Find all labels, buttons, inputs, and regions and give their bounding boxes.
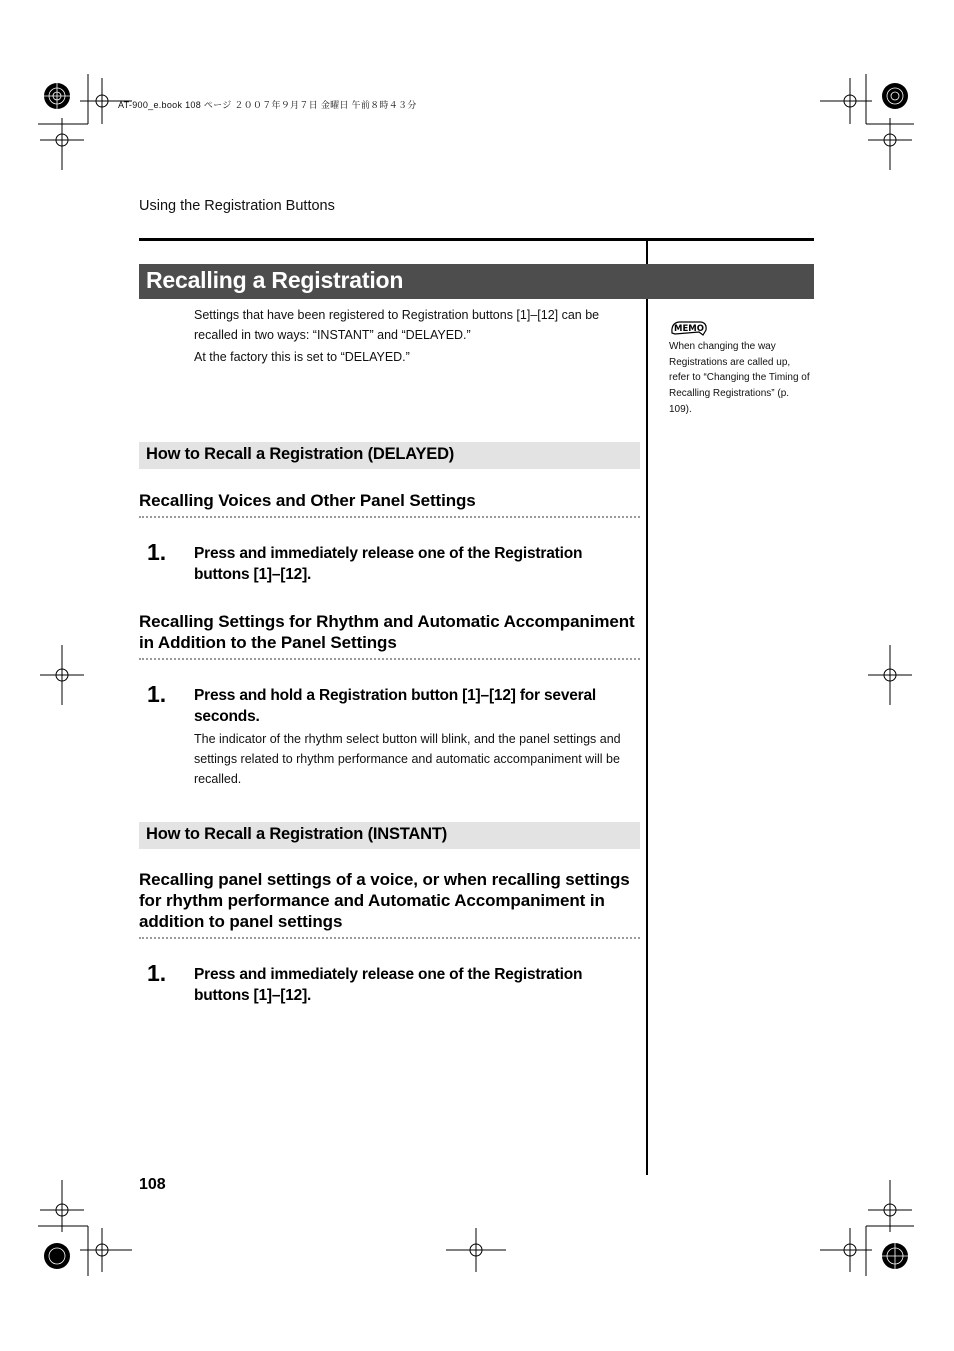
intro-paragraph-1: Settings that have been registered to Registration buttons [1]–[12] can be recalled in two ways: “INSTANT” and “DELAYED.”	[194, 308, 600, 342]
print-header: AT-900_e.book 108 ページ ２００７年９月７日 金曜日 午前８時４３分	[118, 100, 417, 110]
column-rule	[646, 238, 648, 1175]
memo-text: When changing the way Registrations are called up, refer to “Changing the Timing of Recalling Registrations” (p. 109).	[669, 341, 810, 415]
top-rule	[139, 238, 814, 241]
subsection-title: Recalling panel settings of a voice, or when recalling settings for rhythm performance and Automatic Accompaniment in addition to panel settings	[139, 870, 630, 931]
intro-text	[194, 306, 624, 371]
memo-note	[669, 318, 811, 418]
page-title: Recalling a Registration	[139, 264, 814, 299]
section-heading-instant: How to Recall a Registration (INSTANT)	[139, 822, 640, 849]
step-instruction: Press and immediately release one of the Registration buttons [1]–[12].	[194, 545, 583, 583]
step-instruction: Press and hold a Registration button [1]–[12] for several seconds.	[194, 687, 597, 725]
section-heading-delayed: How to Recall a Registration (DELAYED)	[139, 442, 640, 469]
step-number: 1.	[147, 539, 167, 565]
step-number: 1.	[147, 960, 167, 986]
dotted-divider	[139, 658, 640, 660]
dotted-divider	[139, 516, 640, 518]
memo-label: MEMO	[674, 324, 704, 334]
running-head: Using the Registration Buttons	[139, 198, 335, 214]
dotted-divider	[139, 937, 640, 939]
step-number: 1.	[147, 681, 167, 707]
memo-icon	[669, 318, 709, 338]
intro-paragraph-2: At the factory this is set to “DELAYED.”	[194, 350, 410, 364]
subsection-title: Recalling Settings for Rhythm and Automatic Accompaniment in Addition to the Panel Settings	[139, 612, 635, 652]
step-instruction: Press and immediately release one of the Registration buttons [1]–[12].	[194, 966, 583, 1004]
subsection-title: Recalling Voices and Other Panel Settings	[139, 491, 476, 510]
page-number: 108	[139, 1176, 166, 1193]
step-note: The indicator of the rhythm select button will blink, and the panel settings and settings related to rhythm performance and automatic accompaniment will be recalled.	[194, 732, 621, 786]
